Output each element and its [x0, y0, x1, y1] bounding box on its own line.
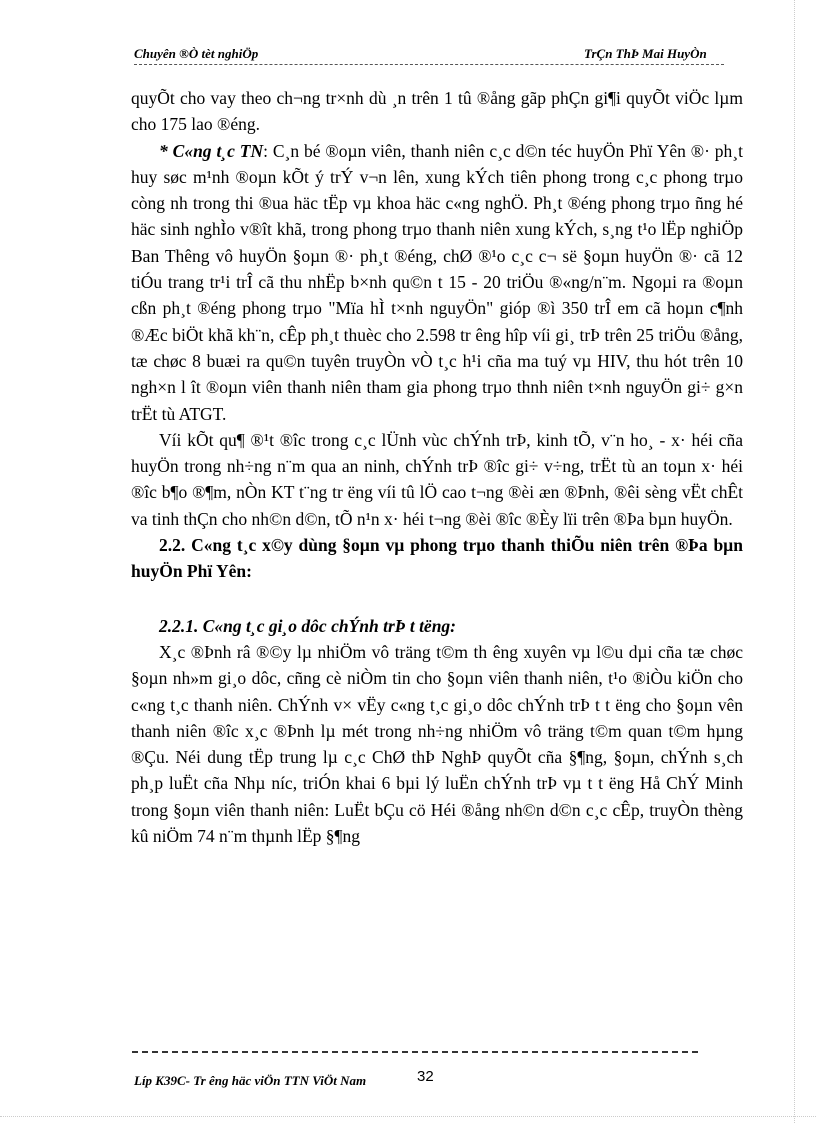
paragraph-3: Víi kÕt qu¶ ®¹t ®îc trong c¸c lÜnh vùc chÝnh trÞ, kinh tÕ, v¨n ho¸ - x· héi cña huyÖn trong nh÷ng n¨m qua an ninh, chÝnh trÞ ®îc gi÷ v÷ng, trËt tù an toµn x· héi ®îc b¶o ®¶m, nÒn KT t¨ng tr ëng víi tû lÖ cao t¬ng ®èi æn ®Þnh, ®êi sèng vËt chÊt va tinh thÇn cho nh©n d©n, tÕ n¹n x· héi t¬ng ®èi ®îc ®Èy lïi trên ®Þa bµn huyÖn. [131, 429, 743, 529]
subsection-heading-2-2-1: 2.2.1. C«ng t¸c gi¸o dôc chÝnh trÞ t tëng: [159, 615, 457, 636]
footer-class-info: Líp K39C- Tr êng häc viÖn TTN ViÖt Nam [134, 1073, 367, 1088]
paragraph-4: X¸c ®Þnh râ ®©y lµ nhiÖm vô träng t©m th êng xuyên vµ l©u dµi cña tæ chøc §oµn nh»m gi¸o dôc, cñng cè niÒm tin cho §oµn viên thanh niên, t¹o ®iÒu kiÖn cho c«ng t¸c thanh niên. ChÝnh v× vËy c«ng t¸c gi¸o dôc chÝnh trÞ t t ëng cho §oµn vên thanh niên ®îc x¸c ®Þnh lµ mét trong nh÷ng nhiÖm vô träng t©m quan t©m hµng ®Çu. Néi dung tËp trung lµ c¸c ChØ thÞ NghÞ quyÕt cña §¶ng, §oµn, chÝnh s¸ch ph¸p luËt cña Nhµ níc, triÓn khai 6 bµi lý luËn chÝnh trÞ vµ t t ëng Hå ChÝ Minh trong §oµn viên thanh niên: LuËt bÇu cö Héi ®ång nh©n d©n c¸c cÊp, truyÒn thèng kû niÖm 74 n¨m thµnh lËp §¶ng [131, 641, 743, 847]
page-edge-horizontal [0, 1116, 816, 1117]
page-edge-vertical [794, 0, 795, 1123]
section-heading-2-2: 2.2. C«ng t¸c x©y dùng §oµn vµ phong trµo thanh thiÕu niên trên ®Þa bµn huyÖn Phï Yên: [131, 535, 743, 582]
header-right-author: TrÇn ThÞ Mai HuyÒn [584, 46, 707, 61]
paragraph-1: quyÕt cho vay theo ch¬ng tr×nh dù ¸n trên 1 tû ®ång gãp phÇn gi¶i quyÕt viÖc lµm cho 175 lao ®éng. [131, 88, 743, 135]
paragraph-2-text: : C¸n bé ®oµn viên, thanh niên c¸c d©n téc huyÖn Phï Yên ®· ph¸t huy søc m¹nh ®oµn kÕt ý trÝ v¬n lên, xung kÝch tiên phong trong c¸c phong trµo còng nh trong thi ®ua häc tËp vµ khoa häc c«ng nghÖ. Ph¸t ®éng phong trµo ñng hé häc sinh nghÌo v®ît khã, trong phong trµo thanh niên xung kÝch, s¸ng t¹o lËp nghiÖp Ban Thêng vô huyÖn §oµn ®· ph¸t ®éng, chØ ®¹o c¸c c¬ së §oµn huyÖn ®· cã 12 tiÓu trang tr¹i trÎ cã thu nhËp b×nh qu©n t 15 - 20 triÖu ®«ng/n¨m. Ngoµi ra ®oµn cßn ph¸t ®éng phong trµo "Mïa hÌ t×nh nguyÖn" gióp ®ì 350 trÎ em cã hoµn c¶nh ®Æc biÖt khã kh¨n, cÊp ph¸t thuèc cho 2.598 tr êng hîp víi gi¸ trÞ trên 25 triÖu ®ång, tæ chøc 8 buæi ra qu©n tuyên truyÒn vÒ t¸c h¹i cña ma tuý vµ HIV, thu hót trên 10 ngh×n l ît ®oµn viên thanh niên tham gia phong trµo thnh niên t×nh nguyÖn gi÷ g×n trËt tù ATGT. [131, 140, 743, 424]
document-body [131, 85, 743, 849]
page-number: 32 [417, 1068, 434, 1085]
header-left-title: Chuyên ®Ò tèt nghiÖp [134, 46, 259, 61]
paragraph-2-lead: * C«ng t¸c TN [159, 140, 264, 161]
paragraph-2 [131, 138, 743, 427]
header-divider [134, 64, 724, 65]
footer-divider [132, 1051, 698, 1053]
